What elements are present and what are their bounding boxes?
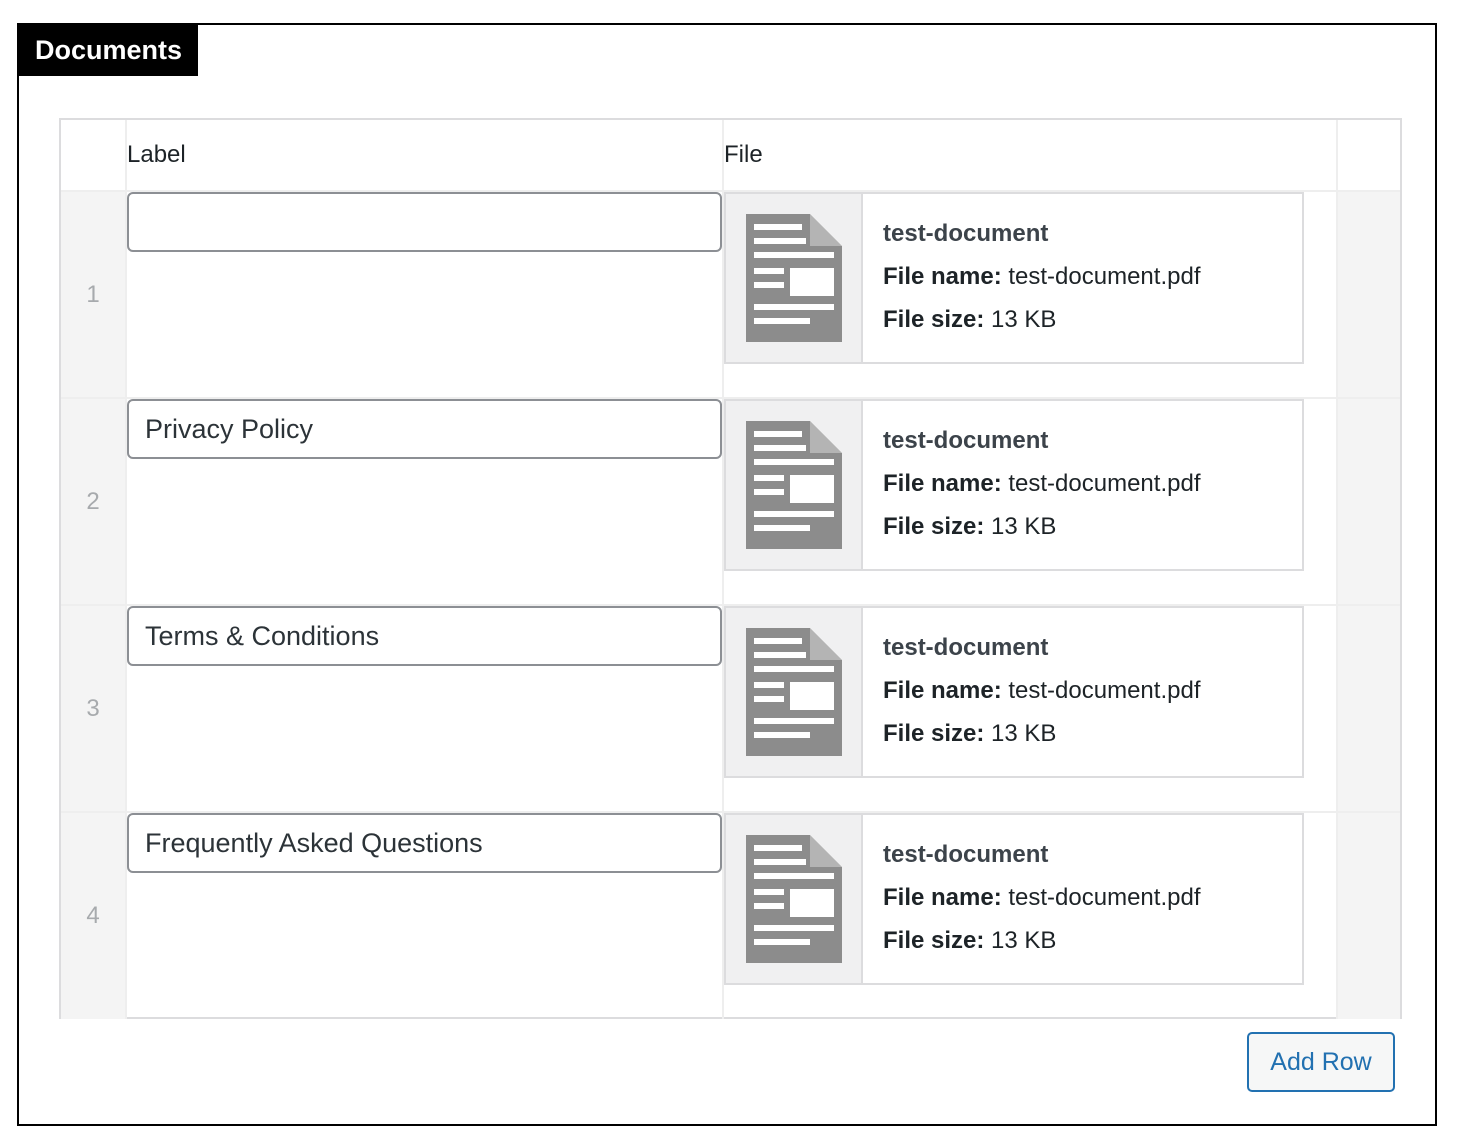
label-input[interactable] <box>127 399 722 459</box>
file-name-label: File name: <box>883 470 1002 497</box>
file-info <box>863 401 1200 569</box>
file-size-label: File size: <box>883 306 985 333</box>
add-row-button[interactable]: Add Row <box>1247 1032 1395 1092</box>
documents-repeater <box>59 118 1402 1019</box>
file-cell <box>723 191 1337 398</box>
panel-title: Documents <box>19 25 198 76</box>
file-name-line <box>883 675 1200 718</box>
row-actions-cell[interactable] <box>1337 191 1400 398</box>
file-thumbnail <box>726 401 863 569</box>
order-column-header <box>61 120 126 191</box>
file-card[interactable] <box>724 813 1304 985</box>
file-cell <box>723 812 1337 1019</box>
label-input[interactable] <box>127 813 722 873</box>
file-name-line <box>883 261 1200 304</box>
row-actions-cell[interactable] <box>1337 605 1400 812</box>
file-name-label: File name: <box>883 263 1002 290</box>
label-cell <box>126 398 723 605</box>
file-title: test-document <box>883 841 1049 868</box>
file-thumbnail <box>726 608 863 776</box>
label-cell <box>126 191 723 398</box>
file-info <box>863 608 1200 776</box>
file-column-header: File <box>723 120 1337 191</box>
file-name-line <box>883 882 1200 925</box>
file-size-label: File size: <box>883 927 985 954</box>
file-name-value: test-document.pdf <box>1008 884 1201 911</box>
document-icon <box>746 214 842 342</box>
file-thumbnail <box>726 815 863 983</box>
row-order-handle[interactable]: 3 <box>61 605 126 812</box>
documents-panel <box>17 23 1437 1126</box>
table-row <box>61 812 1400 1019</box>
file-card[interactable] <box>724 192 1304 364</box>
file-name-line <box>883 468 1200 511</box>
row-actions-cell[interactable] <box>1337 398 1400 605</box>
file-name-label: File name: <box>883 884 1002 911</box>
file-size-value: 13 KB <box>991 513 1057 540</box>
file-size-line <box>883 511 1200 554</box>
label-cell <box>126 812 723 1019</box>
file-size-value: 13 KB <box>991 927 1057 954</box>
file-name-label: File name: <box>883 677 1002 704</box>
file-cell <box>723 605 1337 812</box>
file-name-value: test-document.pdf <box>1008 470 1201 497</box>
row-order-handle[interactable]: 1 <box>61 191 126 398</box>
file-size-line <box>883 718 1200 761</box>
file-cell <box>723 398 1337 605</box>
file-size-line <box>883 304 1200 347</box>
row-order-handle[interactable]: 4 <box>61 812 126 1019</box>
file-card[interactable] <box>724 399 1304 571</box>
label-input[interactable] <box>127 606 722 666</box>
file-size-label: File size: <box>883 513 985 540</box>
table-row <box>61 398 1400 605</box>
file-name-value: test-document.pdf <box>1008 677 1201 704</box>
file-title: test-document <box>883 220 1049 247</box>
label-cell <box>126 605 723 812</box>
document-icon <box>746 421 842 549</box>
table-row <box>61 191 1400 398</box>
documents-table <box>61 120 1400 1019</box>
file-size-value: 13 KB <box>991 720 1057 747</box>
label-input[interactable] <box>127 192 722 252</box>
table-row <box>61 605 1400 812</box>
file-title: test-document <box>883 427 1049 454</box>
file-title: test-document <box>883 634 1049 661</box>
file-thumbnail <box>726 194 863 362</box>
file-info <box>863 194 1200 362</box>
file-size-label: File size: <box>883 720 985 747</box>
row-actions-cell[interactable] <box>1337 812 1400 1019</box>
file-size-value: 13 KB <box>991 306 1057 333</box>
row-order-handle[interactable]: 2 <box>61 398 126 605</box>
document-icon <box>746 835 842 963</box>
file-card[interactable] <box>724 606 1304 778</box>
label-column-header: Label <box>126 120 723 191</box>
table-header-row <box>61 120 1400 191</box>
file-size-line <box>883 925 1200 968</box>
file-info <box>863 815 1200 983</box>
actions-column-header <box>1337 120 1400 191</box>
file-name-value: test-document.pdf <box>1008 263 1201 290</box>
document-icon <box>746 628 842 756</box>
